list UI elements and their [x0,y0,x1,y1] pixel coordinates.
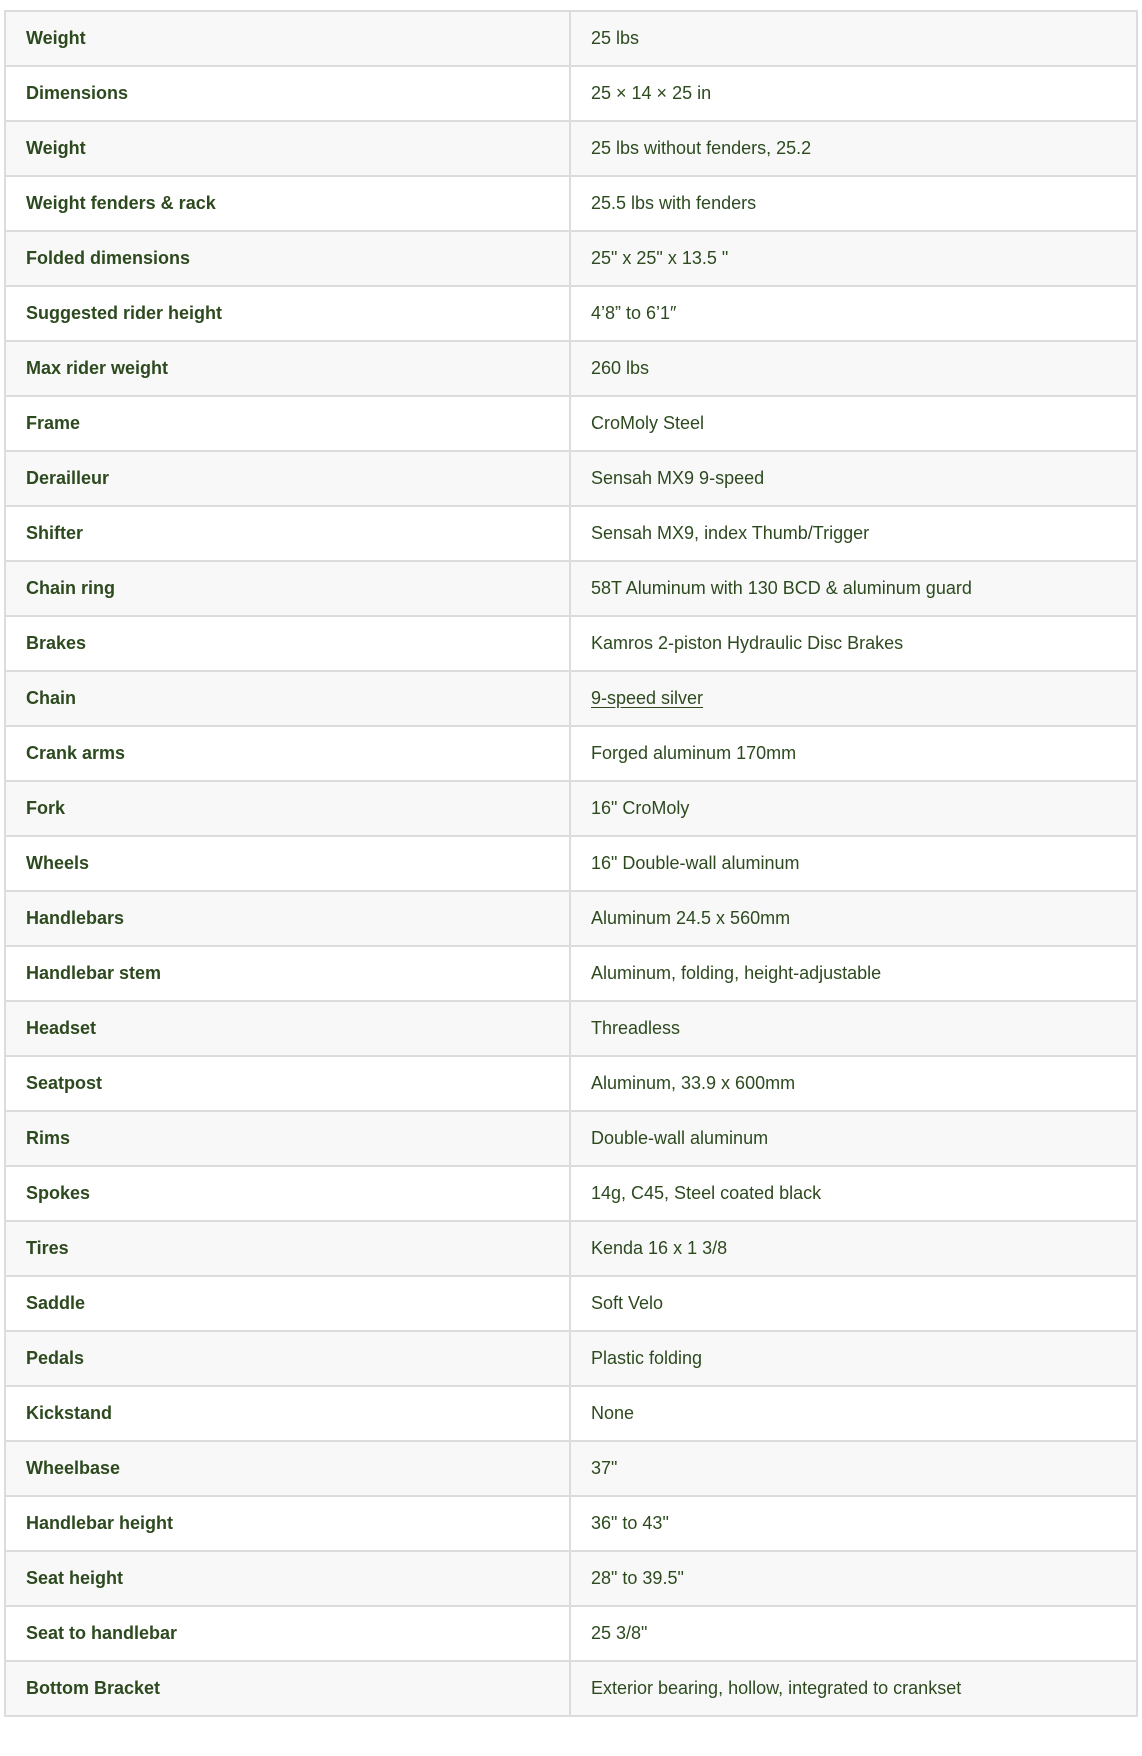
spec-value: 25 × 14 × 25 in [570,66,1137,121]
chain-link[interactable]: 9-speed silver [591,688,704,708]
spec-label: Rims [5,1111,570,1166]
spec-row-headset [5,1001,1137,1056]
spec-label: Brakes [5,616,570,671]
spec-row-frame [5,396,1137,451]
spec-label: Pedals [5,1331,570,1386]
spec-row-weight [5,11,1137,66]
spec-row-max-rider-weight [5,341,1137,396]
spec-value: Soft Velo [570,1276,1137,1331]
specifications-table [4,10,1138,1717]
spec-label: Seat to handlebar [5,1606,570,1661]
spec-value: Aluminum 24.5 x 560mm [570,891,1137,946]
spec-label: Handlebar stem [5,946,570,1001]
spec-label: Suggested rider height [5,286,570,341]
spec-value: 25 lbs without fenders, 25.2 [570,121,1137,176]
spec-value: Sensah MX9, index Thumb/Trigger [570,506,1137,561]
spec-value: Double-wall aluminum [570,1111,1137,1166]
spec-value: Exterior bearing, hollow, integrated to crankset [570,1661,1137,1716]
spec-row-dimensions [5,66,1137,121]
spec-label: Shifter [5,506,570,561]
spec-value: 25 3/8" [570,1606,1137,1661]
spec-label: Bottom Bracket [5,1661,570,1716]
spec-label: Weight [5,121,570,176]
spec-row-handlebar-stem [5,946,1137,1001]
spec-value: Kenda 16 x 1 3/8 [570,1221,1137,1276]
spec-value: 14g, C45, Steel coated black [570,1166,1137,1221]
spec-row-brakes [5,616,1137,671]
spec-label: Tires [5,1221,570,1276]
spec-value: 260 lbs [570,341,1137,396]
spec-label: Frame [5,396,570,451]
spec-row-chain [5,671,1137,726]
spec-value: 37" [570,1441,1137,1496]
spec-row-handlebars [5,891,1137,946]
spec-row-shifter [5,506,1137,561]
spec-row-bottom-bracket [5,1661,1137,1716]
spec-label: Wheelbase [5,1441,570,1496]
spec-label: Chain [5,671,570,726]
spec-row-kickstand [5,1386,1137,1441]
spec-row-tires [5,1221,1137,1276]
spec-value: Sensah MX9 9-speed [570,451,1137,506]
spec-row-seatpost [5,1056,1137,1111]
spec-row-fork [5,781,1137,836]
spec-row-pedals [5,1331,1137,1386]
spec-label: Saddle [5,1276,570,1331]
spec-label: Derailleur [5,451,570,506]
spec-label: Weight [5,11,570,66]
spec-value: 16" Double-wall aluminum [570,836,1137,891]
spec-row-wheels [5,836,1137,891]
spec-row-saddle [5,1276,1137,1331]
spec-row-derailleur [5,451,1137,506]
spec-value: None [570,1386,1137,1441]
spec-label: Max rider weight [5,341,570,396]
spec-label: Headset [5,1001,570,1056]
spec-label: Handlebars [5,891,570,946]
spec-row-suggested-rider-height [5,286,1137,341]
spec-label: Handlebar height [5,1496,570,1551]
spec-row-handlebar-height [5,1496,1137,1551]
spec-value: 25.5 lbs with fenders [570,176,1137,231]
spec-value: Threadless [570,1001,1137,1056]
spec-label: Kickstand [5,1386,570,1441]
spec-row-chain-ring [5,561,1137,616]
spec-row-crank-arms [5,726,1137,781]
spec-value: 36" to 43" [570,1496,1137,1551]
spec-value: CroMoly Steel [570,396,1137,451]
spec-value: 16" CroMoly [570,781,1137,836]
spec-value: 4’8” to 6’1″ [570,286,1137,341]
spec-label: Seatpost [5,1056,570,1111]
spec-row-wheelbase [5,1441,1137,1496]
spec-label: Folded dimensions [5,231,570,286]
spec-value [570,671,1137,726]
spec-row-weight-fenders-rack [5,176,1137,231]
spec-label: Dimensions [5,66,570,121]
spec-value: 58T Aluminum with 130 BCD & aluminum guard [570,561,1137,616]
spec-label: Crank arms [5,726,570,781]
spec-row-weight-detail [5,121,1137,176]
spec-label: Spokes [5,1166,570,1221]
spec-value: Kamros 2-piston Hydraulic Disc Brakes [570,616,1137,671]
spec-label: Seat height [5,1551,570,1606]
spec-label: Wheels [5,836,570,891]
spec-row-seat-height [5,1551,1137,1606]
spec-label: Chain ring [5,561,570,616]
spec-value: 28" to 39.5" [570,1551,1137,1606]
spec-value: Aluminum, folding, height-adjustable [570,946,1137,1001]
spec-value: Forged aluminum 170mm [570,726,1137,781]
spec-value: Aluminum, 33.9 x 600mm [570,1056,1137,1111]
spec-value: Plastic folding [570,1331,1137,1386]
spec-value: 25" x 25" x 13.5 " [570,231,1137,286]
spec-label: Weight fenders & rack [5,176,570,231]
specifications-table-body [5,11,1137,1716]
spec-row-spokes [5,1166,1137,1221]
spec-row-folded-dimensions [5,231,1137,286]
spec-value: 25 lbs [570,11,1137,66]
spec-label: Fork [5,781,570,836]
spec-row-rims [5,1111,1137,1166]
spec-row-seat-to-handlebar [5,1606,1137,1661]
